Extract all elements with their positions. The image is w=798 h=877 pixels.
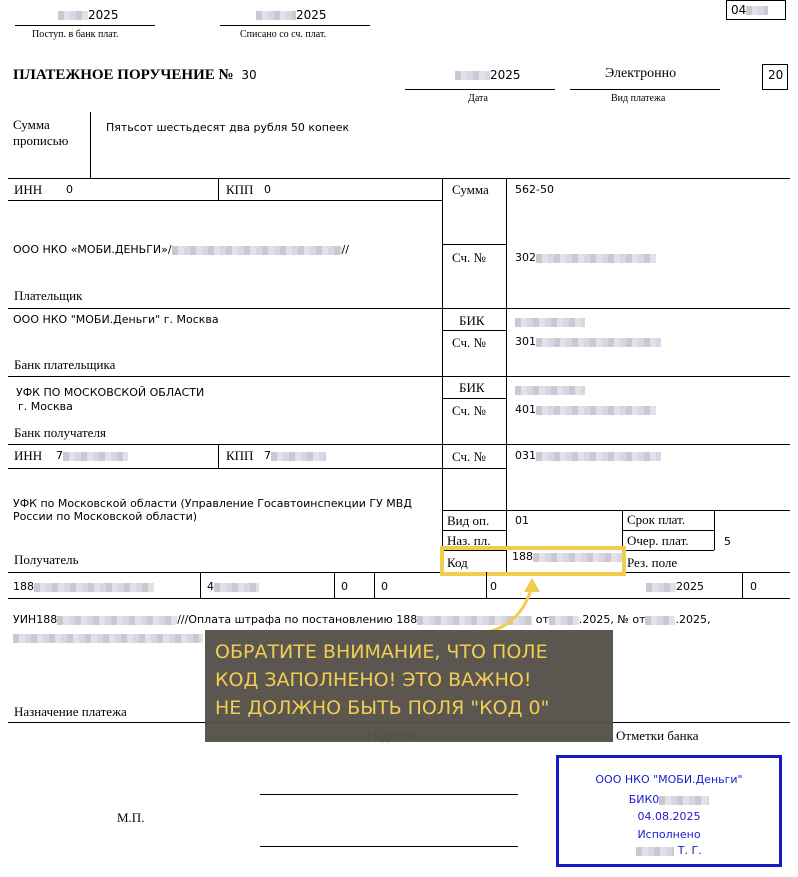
purpose-text: УИН188 ///Оплата штрафа по постановлению 188 от .2025, № от .2025, bbox=[13, 613, 711, 626]
callout-line-2: КОД ЗАПОЛНЕНО! ЭТО ВАЖНО! bbox=[215, 669, 532, 691]
payee-kpp-label: КПП bbox=[226, 448, 254, 463]
stamp-date: 04.08.2025 bbox=[637, 810, 701, 823]
payee-bank-label: Банк получателя bbox=[14, 425, 106, 440]
payee-bank-account-label: Сч. № bbox=[452, 403, 486, 418]
callout-line-3: НЕ ДОЛЖНО БЫТЬ ПОЛЯ "КОД 0" bbox=[215, 697, 550, 719]
payment-type-label: Вид платежа bbox=[611, 93, 666, 104]
payer-account-label: Сч. № bbox=[452, 250, 486, 265]
payee-account: 031 bbox=[515, 449, 661, 462]
tax-kbk: 188 bbox=[13, 580, 154, 593]
stamp-bik: БИК0 bbox=[559, 793, 779, 806]
payee-kpp: 7 bbox=[264, 449, 326, 462]
payer-inn: 0 bbox=[66, 183, 73, 196]
payer-bank-label: Банк плательщика bbox=[14, 357, 116, 372]
payee-inn: 7 bbox=[56, 449, 128, 462]
payer-bik-value bbox=[515, 313, 585, 329]
date-label: Дата bbox=[468, 93, 488, 104]
amount-words: Пятьсот шестьдесят два рубля 50 копеек bbox=[106, 121, 350, 134]
vid-op-value: 01 bbox=[515, 514, 529, 527]
stamp-bank: ООО НКО "МОБИ.Деньги" bbox=[595, 773, 743, 786]
payee-bank-name: УФК ПО МОСКОВСКОЙ ОБЛАСТИ bbox=[16, 386, 205, 399]
payee-name: УФК по Московской области (Управление Госавтоинспекции ГУ МВД России по Московской области) bbox=[13, 497, 412, 523]
payer-bank-account: 301 bbox=[515, 335, 661, 348]
document-number: 30 bbox=[241, 68, 257, 82]
purpose-text-continued bbox=[13, 629, 203, 645]
srok-label: Срок плат. bbox=[627, 512, 686, 527]
payee-bik-value bbox=[515, 381, 585, 397]
tax-oktmo: 4 bbox=[207, 580, 259, 593]
attention-callout bbox=[205, 630, 613, 742]
tax-type: 0 bbox=[750, 580, 757, 593]
payee-bank-account: 401 bbox=[515, 403, 656, 416]
payer-inn-label: ИНН bbox=[14, 182, 43, 197]
payer-account: 302 bbox=[515, 251, 656, 264]
sum-value: 562-50 bbox=[515, 183, 554, 196]
bank-received-date: 2025 bbox=[58, 8, 119, 22]
ocher-value: 5 bbox=[724, 535, 731, 548]
status-code: 20 bbox=[768, 68, 784, 82]
mp-label: М.П. bbox=[117, 810, 145, 825]
payee-account-label: Сч. № bbox=[452, 449, 486, 464]
payee-inn-label: ИНН bbox=[14, 448, 43, 463]
stamp-signer: Т. Г. bbox=[559, 844, 779, 857]
payee-label: Получатель bbox=[14, 552, 79, 567]
payer-bik-label: БИК bbox=[459, 313, 485, 328]
payment-type: Электронно bbox=[605, 66, 677, 81]
document-title: ПЛАТЕЖНОЕ ПОРУЧЕНИЕ № 30 bbox=[13, 67, 257, 83]
ocher-label: Очер. плат. bbox=[627, 533, 689, 548]
form-code: 04 bbox=[731, 3, 768, 17]
bank-marks-label: Отметки банка bbox=[616, 728, 699, 743]
payer-name: ООО НКО «МОБИ.ДЕНЬГИ»/ // bbox=[13, 243, 350, 256]
callout-line-1: ОБРАТИТЕ ВНИМАНИЕ, ЧТО ПОЛЕ bbox=[215, 641, 548, 663]
payer-kpp-label: КПП bbox=[226, 182, 254, 197]
sum-label: Сумма bbox=[452, 182, 489, 197]
document-date: 2025 bbox=[455, 68, 521, 82]
kod-label: Код bbox=[447, 555, 468, 570]
payer-bank-account-label: Сч. № bbox=[452, 335, 486, 350]
payer-label: Плательщик bbox=[14, 288, 83, 303]
payee-bank-city: г. Москва bbox=[18, 400, 73, 413]
rez-label: Рез. поле bbox=[627, 555, 678, 570]
tax-doc-no: 0 bbox=[490, 580, 497, 593]
bank-received-label: Поступ. в банк плат. bbox=[32, 29, 119, 40]
tax-period: 0 bbox=[381, 580, 388, 593]
kod-value: 188 bbox=[512, 550, 623, 563]
payer-kpp: 0 bbox=[264, 183, 271, 196]
naz-pl-label: Наз. пл. bbox=[447, 533, 491, 548]
payer-bank-name: ООО НКО "МОБИ.Деньги" г. Москва bbox=[13, 313, 219, 326]
tax-doc-date: 2025 bbox=[646, 580, 704, 593]
payee-bik-label: БИК bbox=[459, 380, 485, 395]
purpose-label: Назначение платежа bbox=[14, 704, 127, 719]
amount-words-label: Сумма прописью bbox=[13, 117, 69, 148]
debited-date: 2025 bbox=[256, 8, 327, 22]
stamp-status: Исполнено bbox=[637, 828, 701, 841]
debited-label: Списано со сч. плат. bbox=[240, 29, 327, 40]
vid-op-label: Вид оп. bbox=[447, 513, 490, 528]
tax-basis: 0 bbox=[341, 580, 348, 593]
bank-stamp bbox=[556, 755, 782, 867]
